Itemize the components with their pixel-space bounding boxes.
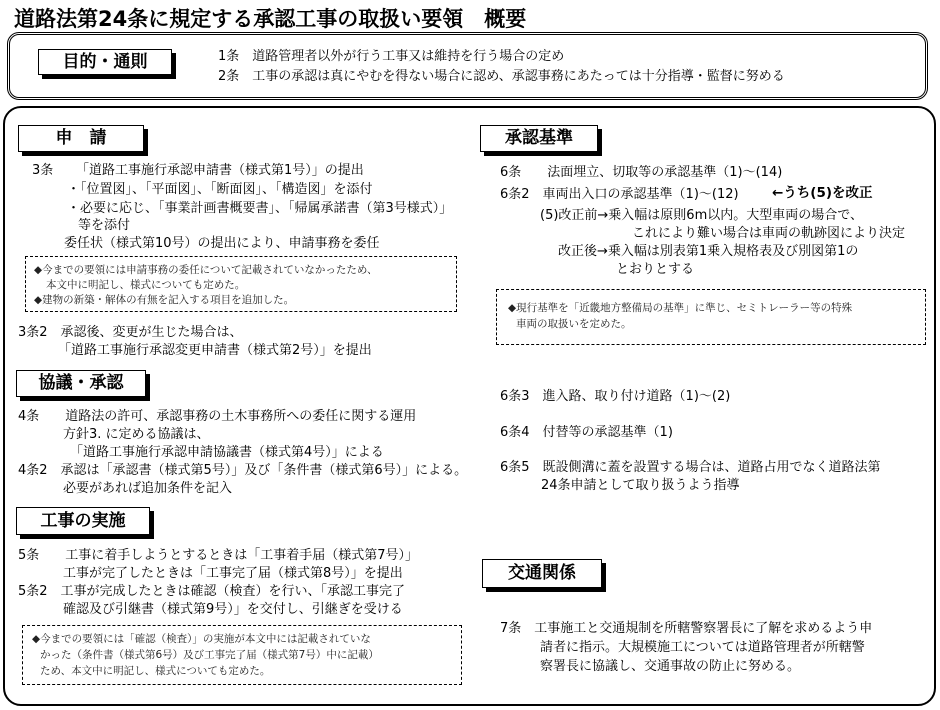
implementation-line-3: 5条2 工事が完成したときは確認（検査）を行い、「承認工事完了 — [18, 584, 406, 599]
art3-2-line-2: 「道路工事施行承認変更申請書（様式第2号）」を提出 — [58, 343, 372, 358]
application-note-line-3: ◆建物の新築・解体の有無を記入する項目を追加した。 — [34, 294, 295, 306]
page-title: 道路法第24条に規定する承認工事の取扱い要領 概要 — [14, 7, 527, 31]
art6-3-line: 6条3 進入路、取り付け道路（1)～(2) — [500, 389, 731, 404]
traffic-header: 交通関係 — [482, 559, 602, 588]
art6-4-line: 6条4 付替等の承認基準（1) — [500, 425, 673, 440]
consultation-line-2: 方針3. に定める協議は、 — [63, 427, 210, 442]
implementation-note-line-1: ◆今までの要領には「確認（検査）」の実施が本文中には記載されていな — [32, 633, 371, 645]
purpose-line-1: 1条 道路管理者以外が行う工事又は維持を行う場合の定め — [218, 49, 565, 64]
traffic-line-1: 7条 工事施工と交通規制を所轄警察署長に了解を求めるよう申 — [500, 621, 873, 636]
consultation-line-1: 4条 道路法の許可、承認事務の土木事務所への委任に関する運用 — [18, 409, 417, 424]
amend-line-1: (5)改正前→乗入幅は原則6m以内。大型車両の場合で、 — [540, 208, 863, 223]
amend-line-3: 改正後→乗入幅は別表第1乗入規格表及び別図第1の — [558, 244, 859, 259]
art3-line-4: 等を添付 — [78, 218, 131, 233]
amend-line-2: これにより難い場合は車両の軌跡図により決定 — [632, 226, 906, 241]
implementation-note-line-2: かった（条件書（様式第6号）及び工事完了届（様式第7号）中に記載） — [40, 649, 379, 661]
application-header: 申 請 — [18, 125, 144, 152]
consultation-line-4: 4条2 承認は「承認書（様式第5号）」及び「条件書（様式第6号）」による。 — [18, 463, 468, 478]
purpose-line-2: 2条 工事の承認は真にやむを得ない場合に認め、承認事務にあたっては十分指導・監督に努める — [218, 69, 785, 84]
implementation-line-4: 確認及び引継書（様式第9号）」を交付し、引継ぎを受ける — [63, 602, 403, 617]
consultation-line-5: 必要があれば追加条件を記入 — [63, 481, 233, 496]
art3-number: 3条 — [32, 163, 54, 178]
art3-2-line-1: 3条2 承認後、変更が生じた場合は、 — [18, 325, 243, 340]
criteria-header: 承認基準 — [480, 125, 598, 152]
implementation-line-2: 工事が完了したときは「工事完了届（様式第8号）」を提出 — [63, 566, 403, 581]
consultation-header: 協議・承認 — [16, 370, 146, 397]
art6-2-line: 6条2 車両出入口の承認基準（1)～(12) — [500, 187, 739, 202]
art3-line-2: ・「位置図」、「平面図」、「断面図」、「構造図」を添付 — [67, 182, 373, 197]
implementation-header: 工事の実施 — [16, 507, 150, 535]
criteria-note-line-1: ◆現行基準を「近畿地方整備局の基準」に準じ、セミトレーラー等の特殊 — [508, 302, 853, 314]
application-note-line-1: ◆今までの要領には申請事務の委任について記載されていなかったため、 — [34, 264, 378, 276]
criteria-note-line-2: 車両の取扱いを定めた。 — [516, 318, 632, 330]
implementation-note-line-3: ため、本文中に明記し、様式についても定めた。 — [40, 665, 271, 677]
art3-line-3: ・必要に応じ、「事業計画書概要書」、「帰属承諾書（第3号様式）」 — [67, 201, 453, 216]
art3-line-5: 委任状（様式第10号）の提出により、申請事務を委任 — [64, 236, 380, 251]
consultation-line-3: 「道路工事施行承認申請協議書（様式第4号）」による — [70, 445, 384, 460]
traffic-line-2: 請者に指示。大規模施工については道路管理者が所轄警 — [540, 640, 865, 655]
implementation-line-1: 5条 工事に着手しようとするときは「工事着手届（様式第7号）」 — [18, 548, 419, 563]
criteria-note — [496, 289, 926, 345]
application-note-line-2: 本文中に明記し、様式についても定めた。 — [46, 279, 246, 291]
art6-2-amend-label: ←うち(5)を改正 — [772, 185, 873, 201]
amend-line-4: とおりとする — [616, 262, 695, 277]
art6-5-line-1: 6条5 既設側溝に蓋を設置する場合は、道路占用でなく道路法第 — [500, 460, 881, 475]
art6-line: 6条 法面埋立、切取等の承認基準（1)～(14) — [500, 165, 783, 180]
purpose-header: 目的・通則 — [38, 49, 172, 75]
traffic-line-3: 察署長に協議し、交通事故の防止に努める。 — [540, 659, 801, 674]
art3-line-1: 「道路工事施行承認申請書（様式第1号）」の提出 — [76, 163, 364, 178]
art6-5-line-2: 24条申請として取り扱うよう指導 — [541, 478, 740, 493]
